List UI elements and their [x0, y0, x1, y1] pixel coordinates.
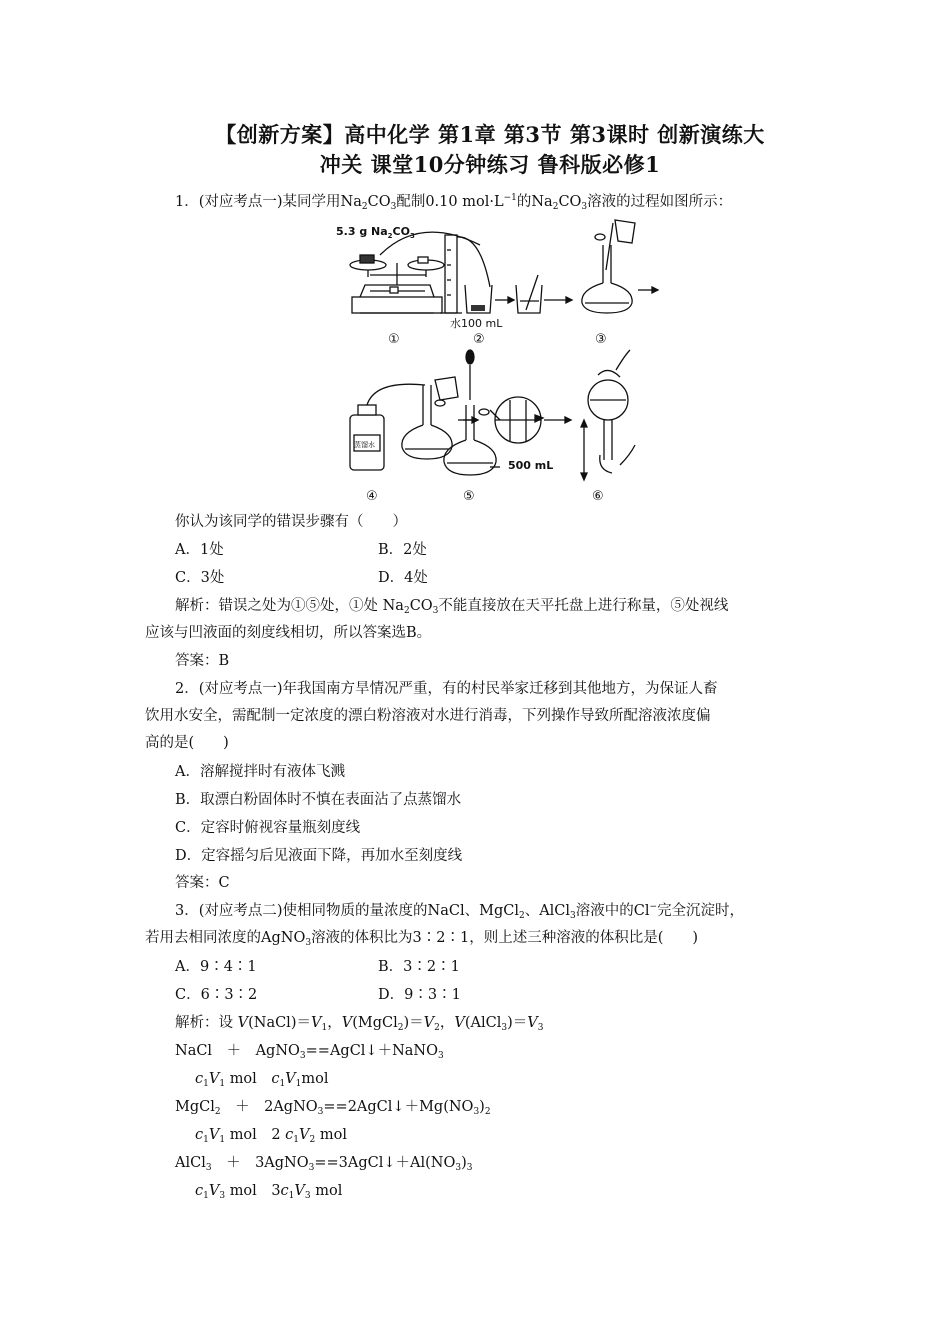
q3-equation-2: MgCl$_2$ ＋ $2AgNO_3==2AgCl↓+Mg(NO_3)_2$ — [175, 1099, 491, 1117]
q2-option-b: B．取漂白粉固体时不慎在表面沾了点蒸馏水 — [175, 792, 462, 808]
dropper-icon — [466, 350, 474, 400]
q1-question: 你认为该同学的错误步骤有（ ） — [175, 514, 407, 530]
step-label: ⑥ — [592, 489, 604, 504]
solution-preparation-figure — [330, 215, 660, 510]
q3-analysis: 解析：设 $V(NaCl)=V_1$，$V(MgCl_2)=V_2$，$V(AlCl_3)=V_3$ — [175, 1015, 544, 1033]
q3-option-a: A．9∶4∶1 — [175, 959, 257, 975]
q3-option-b: B．3∶2∶1 — [378, 959, 460, 975]
q3-equation-1-amounts: $c_1V_1$ mol $c_1V_1mol$ — [195, 1071, 329, 1089]
q1-answer: 答案：B — [175, 653, 230, 669]
q3-stem-line1: 3．(对应考点二)使相同物质的量浓度的NaCl、MgCl$_2$、AlCl$_3$溶液中的Cl−完全沉淀时， — [175, 902, 745, 921]
q3-option-c: C．6∶3∶2 — [175, 987, 258, 1003]
q3-equation-3-amounts: $c_1V_3$ mol $3c_1V_3$ mol — [195, 1183, 343, 1201]
q1-option-c: C．3处 — [175, 570, 225, 586]
mass-label: 5.3 g $Na_2CO_3$ — [336, 225, 415, 240]
step-label: ⑤ — [463, 489, 475, 504]
q1-stem: 1．(对应考点一)某同学用$Na_2CO_3$配制0.10 $mol\cdot L^{-1}$的$Na_2CO_3$溶液的过程如图所示： — [175, 193, 733, 212]
volumetric-flask-icon — [582, 220, 658, 313]
inverting-flask-icon — [581, 350, 635, 480]
q1-analysis-line2: 应该与凹液面的刻度线相切，所以答案选B。 — [145, 625, 432, 641]
q3-stem-line2: 若用去相同浓度的AgNO$_3$溶液的体积比为3∶2∶1，则上述三种溶液的体积比是( ) — [145, 930, 699, 948]
q1-option-a: A．1处 — [175, 542, 224, 558]
graduated-cylinder-icon — [440, 235, 490, 313]
q2-option-c: C．定容时俯视容量瓶刻度线 — [175, 820, 361, 836]
flask-volume-label: 500 mL — [508, 459, 554, 472]
q3-equation-1: NaCl ＋ AgNO$_3$==AgCl↓＋NaNO$_3$ — [175, 1043, 444, 1061]
q1-option-d: D．4处 — [378, 570, 428, 586]
q2-stem-line1: 2．(对应考点一)年我国南方旱情况严重，有的村民举家迁移到其他地方，为保证人畜 — [175, 681, 718, 697]
beaker-icon — [465, 275, 572, 313]
q2-stem-line2: 饮用水安全，需配制一定浓度的漂白粉溶液对水进行消毒，下列操作导致所配溶液浓度偏 — [145, 708, 711, 724]
wash-bottle-icon — [350, 377, 478, 470]
balance-icon — [350, 255, 444, 313]
step-label: ② — [473, 332, 485, 347]
q3-option-d: D．9∶3∶1 — [378, 987, 461, 1003]
step-label: ③ — [595, 332, 607, 347]
step-label: ④ — [366, 489, 378, 504]
q2-answer: 答案：C — [175, 875, 230, 891]
document-title-line2: 冲关 课堂10分钟练习 鲁科版必修1 — [319, 152, 661, 177]
bottle-label: 蒸馏水 — [354, 441, 375, 449]
q2-stem-line3: 高的是( ) — [145, 735, 229, 751]
q2-option-d: D．定容摇匀后见液面下降，再加水至刻度线 — [175, 848, 463, 864]
q1-option-b: B．2处 — [378, 542, 427, 558]
q3-equation-3: AlCl$_3$ ＋ $3AgNO_3==3AgCl↓+Al(NO_3)_3$ — [175, 1155, 473, 1173]
water-volume-label: 水100 mL — [450, 317, 503, 330]
q1-analysis: 解析：错误之处为①⑤处，①处 $Na_2CO_3$不能直接放在天平托盘上进行称量，⑤处视线 — [175, 598, 729, 616]
step-label: ① — [388, 332, 400, 347]
document-title-line1: 【创新方案】高中化学 第1章 第3节 第3课时 创新演练大 — [215, 122, 765, 147]
q3-equation-2-amounts: $c_1V_1$ mol 2 $c_1V_2$ mol — [195, 1127, 347, 1145]
q2-option-a: A．溶解搅拌时有液体飞溅 — [175, 764, 345, 780]
